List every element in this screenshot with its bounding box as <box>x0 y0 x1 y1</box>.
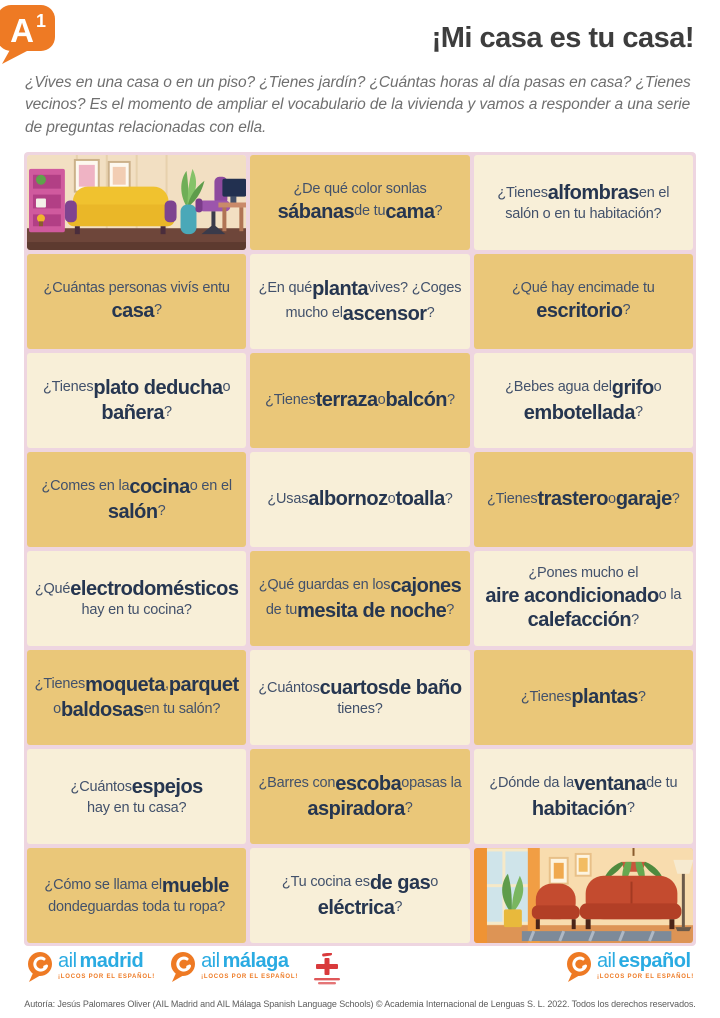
level-a1-badge <box>0 2 63 66</box>
question-grid <box>24 152 696 946</box>
question-cell: ¿Tienes alfombras en el salón o en tu habitación? <box>474 155 693 250</box>
question-cell: ¿Cuántos espejos hay en tu casa? <box>27 749 246 844</box>
ail-logo-tagline: ¡LOCOS POR EL ESPAÑOL! <box>201 974 299 980</box>
level-letter: A <box>10 12 34 49</box>
question-cell: ¿Barres con escoba o pasas la aspiradora ? <box>250 749 469 844</box>
ail-logo-prefix: ail <box>201 950 220 972</box>
question-cell: ¿En qué planta vives? ¿Coges mucho el ascensor ? <box>250 254 469 349</box>
cozy-living-room-illustration <box>474 848 693 943</box>
intro-paragraph: ¿Vives en una casa o en un piso? ¿Tienes jardín? ¿Cuántas horas al día pasas en casa? ¿Tienes vecinos? Es el momento de ampliar el vocabulario de la vivienda y vamos a responder a una serie de preguntas relacionadas con ella. <box>25 74 691 136</box>
footer-logos-right <box>565 951 694 983</box>
question-cell: ¿De qué color son las sábanas de tu cama ? <box>250 155 469 250</box>
ail-speech-bubble-icon <box>26 951 54 983</box>
instituto-cervantes-accredited-center-logo <box>312 953 342 989</box>
question-cell: ¿Tienes terraza o balcón ? <box>250 353 469 448</box>
level-number: 1 <box>35 11 47 31</box>
ail-logo-tagline: ¡LOCOS POR EL ESPAÑOL! <box>596 974 694 980</box>
cozy-living-room-illustration <box>474 848 693 943</box>
question-cell: ¿Tu cocina es de gas o eléctrica ? <box>250 848 469 943</box>
question-cell: ¿Qué electrodomésticos hay en tu cocina? <box>27 551 246 646</box>
ail-espanol-logo <box>565 951 694 983</box>
ail-speech-bubble-icon <box>565 951 593 983</box>
living-room-home-office-illustration <box>27 155 246 250</box>
question-cell: ¿Cuántas personas vivís en tu casa ? <box>27 254 246 349</box>
living-room-home-office-illustration <box>27 155 246 250</box>
ail-logo-city: madrid <box>79 950 144 972</box>
question-cell: ¿Usas albornoz o toalla ? <box>250 452 469 547</box>
question-cell: ¿Tienes plato de ducha o bañera ? <box>27 353 246 448</box>
question-cell: ¿Pones mucho el aire acondicionado o la calefacción ? <box>474 551 693 646</box>
ail-malaga-logo <box>169 951 298 983</box>
footer-logos-left <box>26 951 342 989</box>
question-cell: ¿Tienes moqueta , parquet o baldosas en tu salón? <box>27 650 246 745</box>
footer <box>26 951 694 999</box>
ail-logo-city: español <box>618 950 691 972</box>
copyright-line: Autoría: Jesús Palomares Oliver (AIL Madrid and AIL Málaga Spanish Language Schools) © Academia Internacional de Lenguas S. L. 2022. Todos los derechos reservados. <box>24 999 696 1009</box>
ail-logo-tagline: ¡LOCOS POR EL ESPAÑOL! <box>58 974 156 980</box>
page-title: ¡Mi casa es tu casa! <box>431 22 694 54</box>
question-cell: ¿Bebes agua del grifo o embotellada ? <box>474 353 693 448</box>
ail-logo-city: málaga <box>222 950 289 972</box>
ail-speech-bubble-icon <box>169 951 197 983</box>
question-cell: ¿Tienes trastero o garaje ? <box>474 452 693 547</box>
question-cell: ¿Comes en la cocina o en el salón ? <box>27 452 246 547</box>
question-cell: ¿Tienes plantas ? <box>474 650 693 745</box>
question-cell: ¿Cuántos cuartos de baño tienes? <box>250 650 469 745</box>
question-cell: ¿Qué hay encima de tu escritorio ? <box>474 254 693 349</box>
ail-logo-prefix: ail <box>58 950 77 972</box>
question-cell: ¿Cómo se llama el mueble donde guardas toda tu ropa? <box>27 848 246 943</box>
ail-madrid-logo <box>26 951 155 983</box>
ail-logo-prefix: ail <box>596 950 616 972</box>
question-cell: ¿Dónde da la ventana de tu habitación ? <box>474 749 693 844</box>
question-cell: ¿Qué guardas en los cajones de tu mesita de noche ? <box>250 551 469 646</box>
